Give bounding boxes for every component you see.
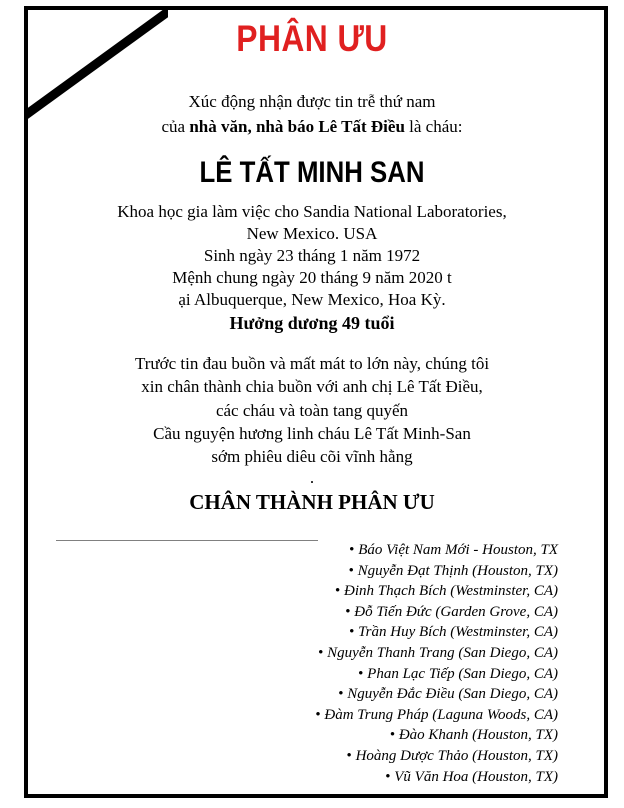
signer-item: • Trần Huy Bích (Westminster, CA) [315, 622, 558, 643]
intro-suffix: là cháu: [404, 117, 463, 136]
signer-item: • Nguyễn Thanh Trang (San Diego, CA) [315, 643, 558, 664]
signer-item: • Đinh Thạch Bích (Westminster, CA) [315, 581, 558, 602]
signer-item: • Đào Khanh (Houston, TX) [315, 725, 558, 746]
notice-title: PHÂN ƯU [236, 18, 388, 59]
signer-list [315, 540, 558, 787]
signer-item: • Đỗ Tiến Đức (Garden Grove, CA) [315, 602, 558, 623]
age-at-death: Hưởng dương 49 tuổi [229, 313, 395, 333]
signer-item: • Đàm Trung Pháp (Laguna Woods, CA) [315, 705, 558, 726]
message-line-3: các cháu và toàn tang quyến [215, 401, 409, 420]
birth-date: Sinh ngày 23 tháng 1 năm 1972 [203, 246, 421, 265]
closing-heading: CHÂN THÀNH PHÂN ƯU [189, 490, 435, 514]
uncle-name: nhà văn, nhà báo Lê Tất Điều [189, 117, 405, 136]
signer-item: • Báo Việt Nam Mới - Houston, TX [315, 540, 558, 561]
signer-item: • Phan Lạc Tiếp (San Diego, CA) [315, 664, 558, 685]
death-date-line-1: Mệnh chung ngày 20 tháng 9 năm 2020 t [172, 268, 452, 287]
signer-item: • Nguyễn Đạt Thịnh (Houston, TX) [315, 561, 558, 582]
signer-item: • Hoàng Dược Thảo (Houston, TX) [315, 746, 558, 767]
message-line-4: Cầu nguyện hương linh cháu Lê Tất Minh-San [153, 424, 471, 443]
message-line-1: Trước tin đau buồn và mất mát to lớn này, chúng tôi [134, 354, 490, 373]
death-date-line-2: ại Albuquerque, New Mexico, Hoa Kỳ. [178, 290, 446, 309]
intro-line-2 [0, 117, 624, 137]
occupation-line-1: Khoa học gia làm việc cho Sandia National Laboratories, [117, 202, 507, 221]
message-line-2: xin chân thành chia buồn với anh chị Lê Tất Điều, [141, 377, 483, 396]
message-line-5: sớm phiêu diêu cõi vĩnh hằng [211, 447, 413, 466]
occupation-line-2: New Mexico. USA [246, 224, 378, 243]
intro-prefix: của [161, 117, 190, 136]
signer-item: • Nguyễn Đắc Điều (San Diego, CA) [315, 684, 558, 705]
deceased-name: LÊ TẤT MINH SAN [199, 156, 425, 189]
signature-rule [56, 540, 318, 541]
separator-dot: . [309, 468, 315, 487]
intro-line-1: Xúc động nhận được tin trễ thứ nam [188, 92, 436, 111]
signer-item: • Vũ Văn Hoa (Houston, TX) [315, 767, 558, 788]
